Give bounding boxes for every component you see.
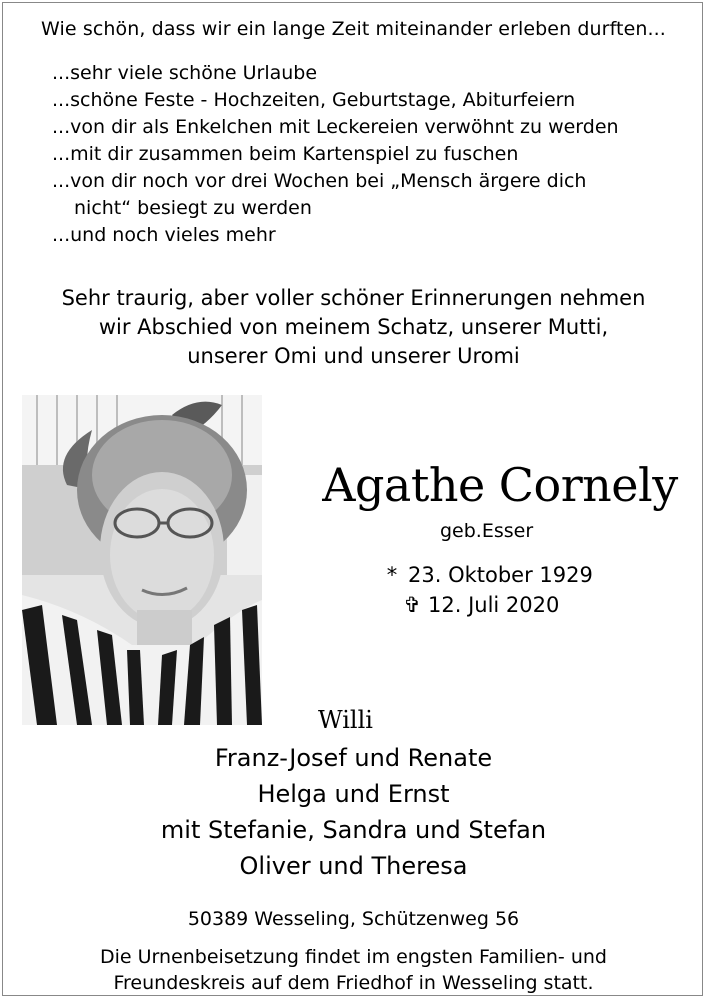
burial-notice [0, 944, 707, 996]
memory-item: ...schöne Feste - Hochzeiten, Geburtstage, Abiturfeiern [52, 89, 576, 111]
memory-item-continued: nicht“ besiegt zu werden [74, 197, 312, 219]
star-icon: * [386, 563, 398, 587]
portrait-photo [22, 395, 262, 725]
mourning-text [0, 284, 707, 371]
memories-list [52, 60, 619, 249]
memory-item: ...sehr viele schöne Urlaube [52, 62, 318, 84]
cross-icon: ✞ [403, 593, 421, 617]
family-line: Helga und Ernst [257, 780, 450, 808]
memory-item: ...und noch vieles mehr [52, 224, 276, 246]
family-line: Franz-Josef und Renate [214, 744, 493, 772]
deceased-name: Agathe Cornely [322, 458, 678, 512]
memory-item: ...von dir noch vor drei Wochen bei „Mensch ärgere dich [52, 170, 587, 192]
mourning-line: unserer Omi und unserer Uromi [187, 344, 520, 368]
death-date: 12. Juli 2020 [428, 593, 560, 617]
family-line: Oliver und Theresa [239, 852, 468, 880]
mourning-line: wir Abschied von meinem Schatz, unserer Mutti, [98, 315, 609, 339]
spouse-name: Willi [318, 706, 373, 734]
memory-item: ...von dir als Enkelchen mit Leckereien verwöhnt zu werden [52, 116, 619, 138]
memory-item: ...mit dir zusammen beim Kartenspiel zu fuschen [52, 143, 519, 165]
intro-text: Wie schön, dass wir ein lange Zeit miteinander erleben durften... [41, 18, 666, 40]
burial-line: Die Urnenbeisetzung findet im engsten Familien- und [100, 946, 607, 968]
birth-row [380, 560, 593, 590]
address: 50389 Wesseling, Schützenweg 56 [187, 908, 520, 930]
birth-date: 23. Oktober 1929 [408, 563, 593, 587]
maiden-name: geb.Esser [440, 520, 534, 542]
family-line: mit Stefanie, Sandra und Stefan [160, 816, 547, 844]
burial-line: Freundeskreis auf dem Friedhof in Wesseling statt. [113, 972, 594, 994]
mourning-line: Sehr traurig, aber voller schöner Erinnerungen nehmen [61, 286, 646, 310]
family-list [0, 740, 707, 884]
death-row [380, 590, 593, 620]
life-dates [380, 560, 593, 620]
